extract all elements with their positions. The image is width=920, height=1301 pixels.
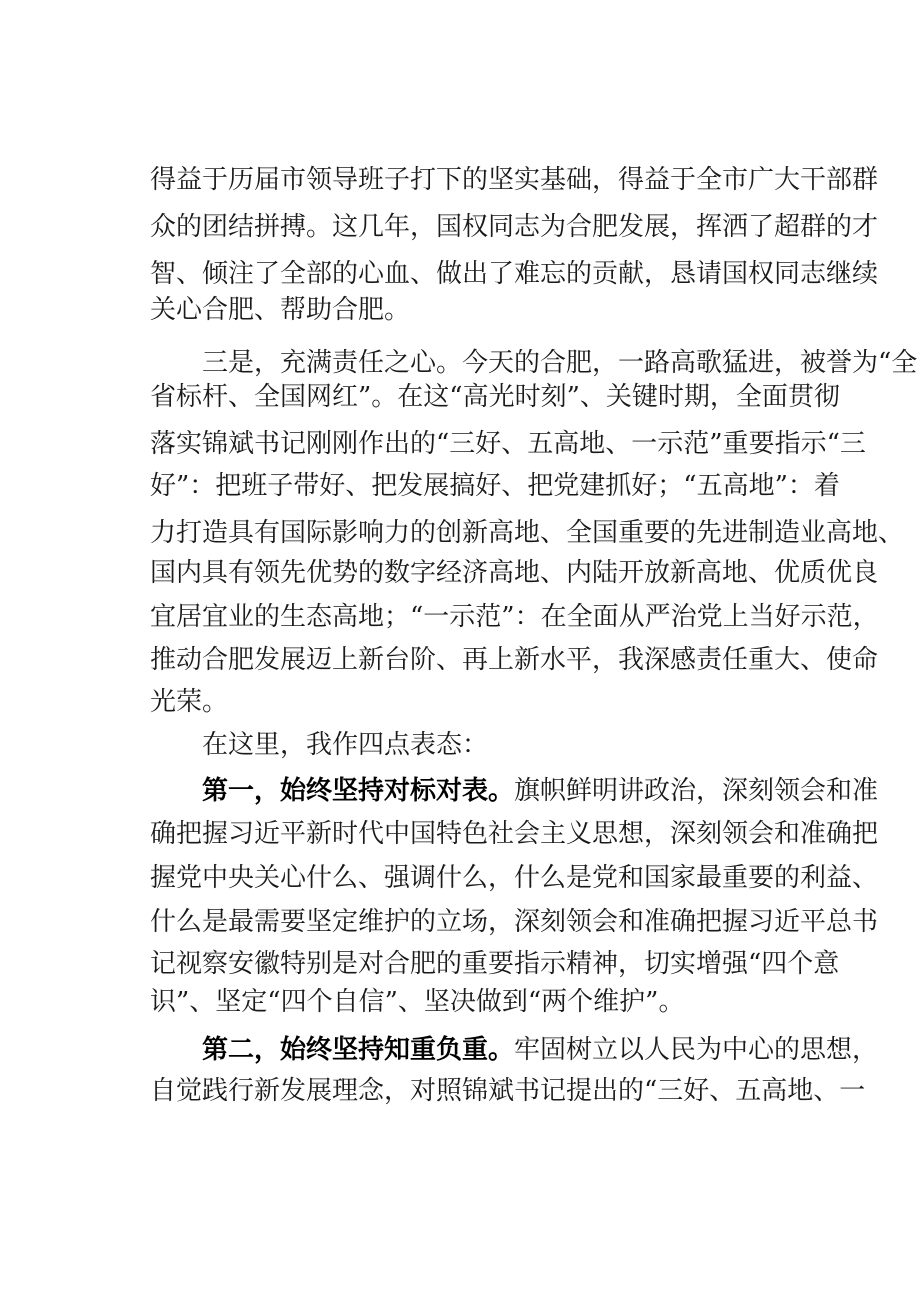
body-line: 省标杆、全国网红”。在这“高光时刻”、关键时期，全面贯彻: [150, 382, 840, 412]
body-line: 智、倾注了全部的心血、做出了难忘的贡献，恳请国权同志继续: [150, 259, 879, 289]
body-line: 国内具有领先优势的数字经济高地、内陆开放新高地、优质优良: [150, 558, 879, 588]
body-line: 确把握习近平新时代中国特色社会主义思想，深刻领会和准确把: [150, 819, 879, 849]
body-text: 旗帜鲜明讲政治，深刻领会和准: [514, 776, 879, 806]
body-line: 众的团结拼搏。这几年，国权同志为合肥发展，挥洒了超群的才: [150, 212, 879, 242]
body-line: 关心合肥、帮助合肥。: [150, 295, 411, 325]
body-line: 推动合肥发展迈上新台阶、再上新水平，我深感责任重大、使命: [150, 645, 879, 675]
body-line: 好”：把班子带好、把发展搞好、把党建抓好；“五高地”：着: [150, 471, 840, 501]
body-line: 什么是最需要坚定维护的立场，深刻领会和准确把握习近平总书: [150, 907, 879, 937]
paragraph-first-line: 三是，充满责任之心。今天的合肥，一路高歌猛进，被誉为“全: [202, 348, 918, 378]
paragraph-first-line: 在这里，我作四点表态：: [202, 730, 489, 760]
section-heading: 第二，始终坚持知重负重。: [202, 1035, 515, 1065]
body-line: 握党中央关心什么、强调什么，什么是党和国家最重要的利益、: [150, 863, 879, 893]
paragraph-first-line: [202, 771, 879, 811]
body-line: 自觉践行新发展理念，对照锦斌书记提出的“三好、五高地、一: [150, 1076, 866, 1106]
paragraph-first-line: [202, 1030, 879, 1070]
body-line: 得益于历届市领导班子打下的坚实基础，得益于全市广大干部群: [150, 165, 879, 195]
body-line: 光荣。: [150, 687, 229, 717]
section-heading: 第一，始终坚持对标对表。: [202, 776, 515, 806]
body-line: 记视察安徽特别是对合肥的重要指示精神，切实增强“四个意: [150, 949, 840, 979]
body-text: 牢固树立以人民为中心的思想，: [514, 1035, 879, 1065]
body-line: 落实锦斌书记刚刚作出的“三好、五高地、一示范”重要指示“三: [150, 429, 866, 459]
body-line: 力打造具有国际影响力的创新高地、全国重要的先进制造业高地、: [150, 518, 905, 548]
body-line: 宜居宜业的生态高地；“一示范”：在全面从严治党上当好示范，: [150, 602, 879, 632]
body-line: 识”、坚定“四个自信”、坚决做到“两个维护”。: [150, 987, 685, 1017]
